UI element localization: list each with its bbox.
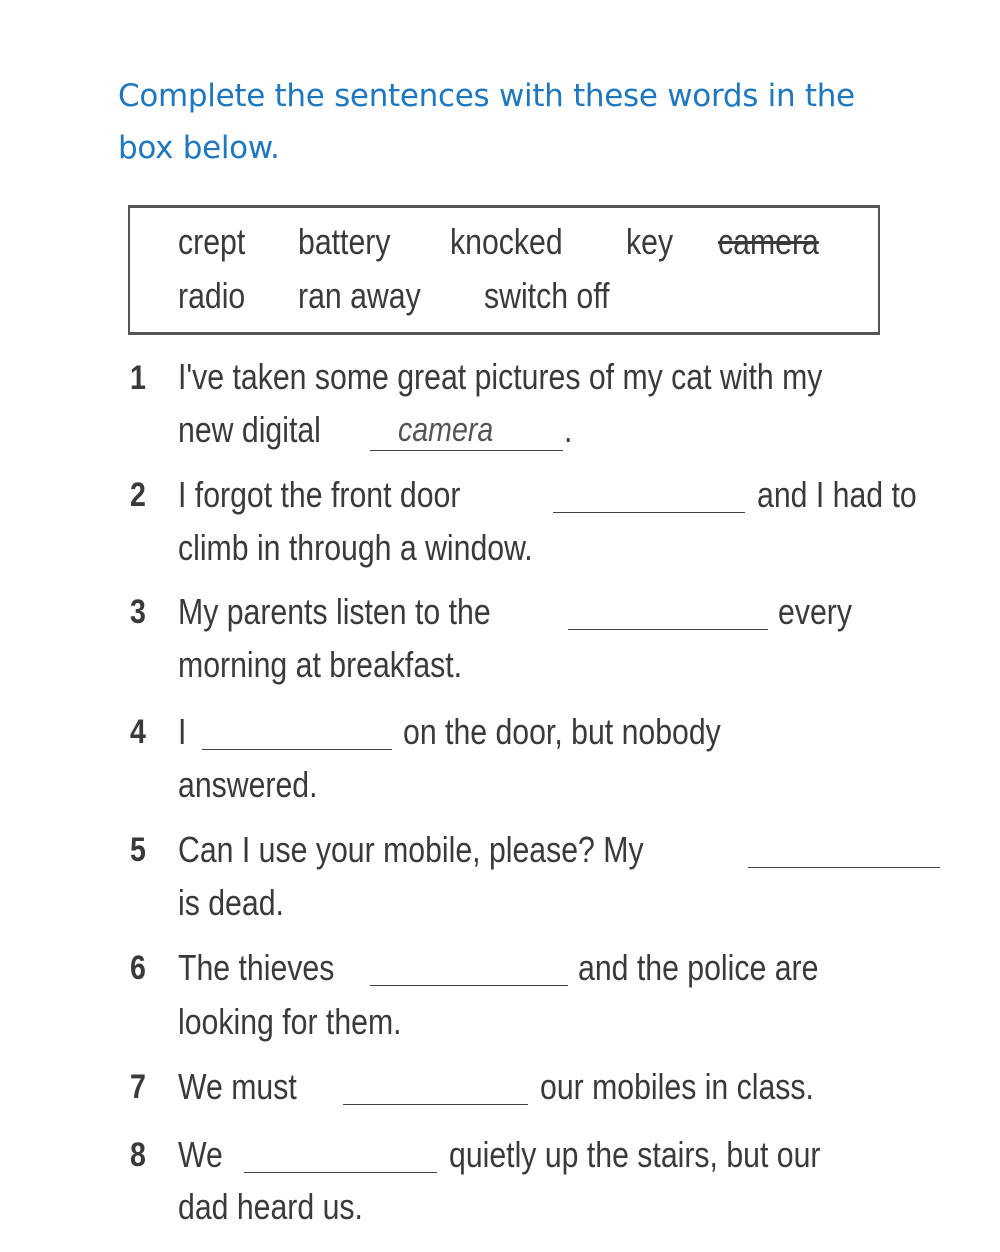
question-text: our mobiles in class.	[540, 1066, 814, 1107]
question-number: 5	[130, 831, 146, 869]
question-number: 2	[130, 476, 146, 514]
word-radio: radio	[178, 275, 246, 316]
question-text: on the door, but nobody	[403, 711, 721, 752]
question-text: .	[564, 409, 573, 450]
question-text: morning at breakfast.	[178, 644, 463, 685]
word-battery: battery	[298, 221, 391, 262]
word-ran-away: ran away	[298, 275, 421, 316]
question-number: 3	[130, 593, 146, 631]
question-number: 8	[130, 1136, 146, 1174]
question-text: new digital	[178, 409, 321, 450]
answer-blank[interactable]	[568, 629, 768, 630]
question-text: I forgot the front door	[178, 474, 461, 515]
question-number: 6	[130, 949, 146, 987]
question-number: 7	[130, 1068, 146, 1106]
question-text: climb in through a window.	[178, 527, 533, 568]
instruction-line-2: box below.	[118, 130, 280, 166]
answer-blank[interactable]	[343, 1104, 528, 1105]
answer-blank[interactable]	[370, 985, 568, 986]
answer-example: camera	[398, 411, 494, 449]
question-text: looking for them.	[178, 1001, 402, 1042]
question-text: My parents listen to the	[178, 591, 491, 632]
question-text: every	[778, 591, 852, 632]
question-text: answered.	[178, 764, 318, 805]
question-text: I	[178, 711, 187, 752]
answer-blank[interactable]	[553, 512, 745, 513]
question-text: Can I use your mobile, please? My	[178, 829, 644, 870]
question-text: dad heard us.	[178, 1186, 363, 1227]
question-number: 4	[130, 713, 146, 751]
question-number: 1	[130, 359, 146, 397]
answer-blank[interactable]	[370, 450, 563, 451]
word-key: key	[626, 221, 674, 262]
question-text: is dead.	[178, 882, 284, 923]
question-text: and I had to	[757, 474, 917, 515]
question-text: We must	[178, 1066, 297, 1107]
word-crept: crept	[178, 221, 246, 262]
word-knocked: knocked	[450, 221, 563, 262]
question-text: and the police are	[578, 947, 819, 988]
answer-blank[interactable]	[202, 749, 392, 750]
instruction-line-1: Complete the sentences with these words in the	[118, 78, 855, 114]
question-text: The thieves	[178, 947, 335, 988]
word-camera-used: camera	[718, 221, 819, 262]
answer-blank[interactable]	[244, 1172, 437, 1173]
question-text: I've taken some great pictures of my cat with my	[178, 356, 823, 397]
question-text: quietly up the stairs, but our	[449, 1134, 821, 1175]
word-switch-off: switch off	[484, 275, 610, 316]
answer-blank[interactable]	[748, 867, 940, 868]
question-text: We	[178, 1134, 223, 1175]
